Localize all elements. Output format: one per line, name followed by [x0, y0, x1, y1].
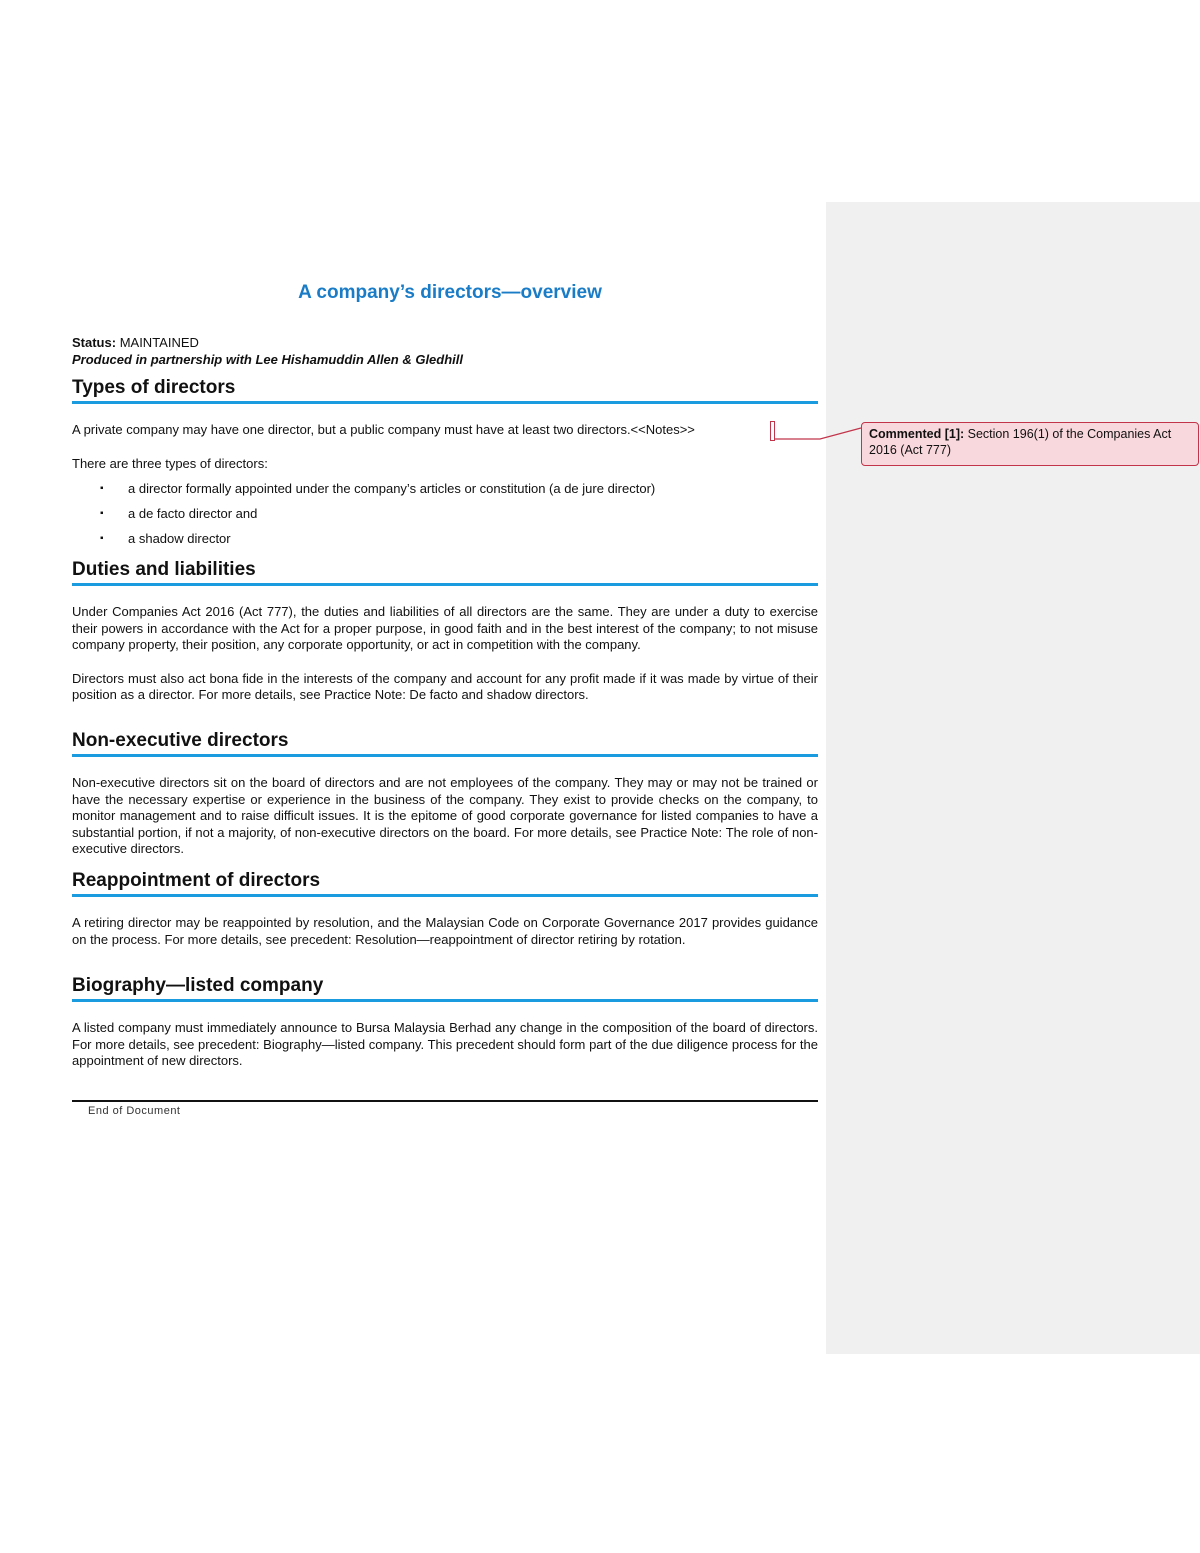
bullet-icon: ▪ — [100, 533, 104, 544]
section-heading: Types of directors — [72, 377, 818, 404]
status-line — [72, 335, 199, 350]
list-item — [72, 531, 818, 547]
section-heading: Biography—listed company — [72, 975, 818, 1002]
section-paragraph: Under Companies Act 2016 (Act 777), the duties and liabilities of all directors are the same. They are under a duty to exercise their powers in accordance with the Act for a proper purpose, in good faith and in the best interest of the company; to not misuse company property, their position, any corporate opportunity, or act in competition with the company. — [72, 604, 818, 652]
comment-balloon[interactable] — [861, 422, 1199, 466]
partnership-line: Produced in partnership with Lee Hishamuddin Allen & Gledhill — [72, 352, 464, 367]
section-non-executive-directors — [72, 730, 818, 858]
section-heading: Reappointment of directors — [72, 870, 818, 897]
list-item-text: a director formally appointed under the company’s articles or constitution (a de jure director) — [128, 481, 656, 496]
document-title: A company’s directors—overview — [298, 282, 602, 303]
director-types-list — [72, 481, 818, 547]
section-paragraph: A listed company must immediately announce to Bursa Malaysia Berhad any change in the composition of the board of directors. For more details, see precedent: Biography—listed company. This precedent should form part of the due diligence process for the appointment of new directors. — [72, 1020, 818, 1068]
list-item — [72, 506, 818, 522]
end-of-document-rule — [72, 1100, 818, 1102]
section-paragraph: Directors must also act bona fide in the interests of the company and account for any profit made if it was made by virtue of their position as a director. For more details, see Practice Note: De facto and shadow directors. — [72, 670, 818, 702]
section-paragraph: A private company may have one director, but a public company must have at least two directors.<<Notes>> — [72, 422, 695, 437]
list-item-text: a shadow director — [128, 531, 231, 546]
section-paragraph: A retiring director may be reappointed by resolution, and the Malaysian Code on Corporate Governance 2017 provides guidance on the process. For more details, see precedent: Resolution—reappointment of director retiring by rotation. — [72, 915, 818, 947]
section-reappointment-of-directors — [72, 870, 818, 948]
status-value: MAINTAINED — [119, 335, 199, 350]
bullet-icon: ▪ — [100, 483, 104, 494]
status-label: Status: — [72, 335, 117, 350]
section-duties-and-liabilities — [72, 559, 818, 704]
section-paragraph: Non-executive directors sit on the board of directors and are not employees of the company. They may or may not be trained or have the necessary expertise or experience in the business of the company. They exist to provide checks on the company, to monitor management and to raise difficult issues. It is the epitome of good corporate governance for listed companies to have a substantial portion, if not a majority, of non-executive directors on the board. For more details, see Practice Note: The role of non-executive directors. — [72, 775, 818, 856]
section-biography-listed-company — [72, 975, 818, 1070]
list-item — [72, 481, 818, 497]
list-item-text: a de facto director and — [128, 506, 258, 521]
comment-text: Section 196(1) of the Companies Act 2016 (Act 777) — [869, 427, 1172, 457]
section-types-of-directors — [72, 377, 818, 547]
comment-label: Commented [1]: — [869, 427, 965, 441]
section-paragraph: There are three types of directors: — [72, 455, 268, 471]
end-of-document-label: End of Document — [88, 1105, 181, 1117]
comment-anchor-marker[interactable] — [770, 421, 775, 441]
comment-pane — [826, 202, 1200, 1354]
section-heading: Non-executive directors — [72, 730, 818, 757]
section-heading: Duties and liabilities — [72, 559, 818, 586]
bullet-icon: ▪ — [100, 508, 104, 519]
